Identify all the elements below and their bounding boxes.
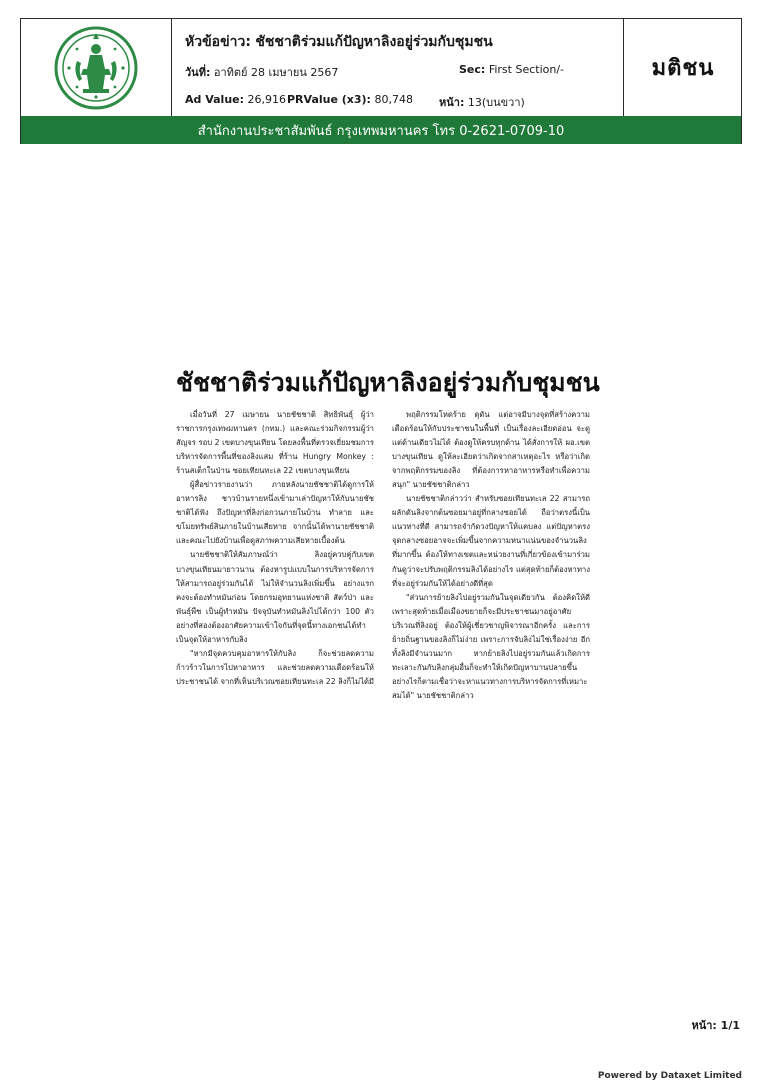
page-count: หน้า: 1/1: [691, 1019, 740, 1032]
clipping-header: [20, 18, 742, 144]
date-value: อาทิตย์ 28 เมษายน 2567: [213, 66, 339, 79]
article-paragraph: พฤติกรรมโหดร้าย ดุดัน แต่อาจมีบางจุดที่สร้างความเดือดร้อนให้กับประชาชนในพื้นที่ เป็นเรื่องละเอียดอ่อน จะดูแต่ด้านเดียวไม่ได้ ต้องดูให้ครบทุกด้าน ได้สั่งการให้ ผอ.เขตบางขุนเทียน ดูให้ละเอียดว่าเกิดจากสาเหตุอะไร หรือว่าเกิดจากพฤติกรรมของลิง ที่ต้องการหาอาหารหรือทำเพื่อความสนุก" นายชัชชาติกล่าว: [392, 410, 590, 490]
logo-cell: [21, 19, 172, 116]
sec-value: First Section/-: [488, 63, 565, 76]
headline-row: [185, 31, 493, 53]
article-paragraph: นายชัชชาติให้สัมภาษณ์ว่า ลิงอยู่ควบคู่กับเขตบางขุนเทียนมายาวนาน ต้องหารูปแบบในการบริหารจัดการให้สามารถอยู่ร่วมกันได้ ไม่ให้จำนวนลิงเพิ่มขึ้น อย่างแรกคงจะต้องทำหมันก่อน โดยกรมอุทยานแห่งชาติ สัตว์ป่า และพันธุ์พืช เป็นผู้ทำหมัน ปัจจุบันทำหมันลิงไปได้กว่า 100 ตัว อย่างที่สองต้องอาศัยความเข้าใจกันที่จุดนี้ทางเอกชนได้ทำเป็นจุดให้อาหารกับลิง: [176, 550, 374, 644]
article-paragraph: ผู้สื่อข่าวรายงานว่า ภายหลังนายชัชชาติได้ดูการให้อาหารลิง ชาวบ้านรายหนึ่งเข้ามาเล่าปัญหาให้กับนายชัชชาติได้ฟัง ถึงปัญหาที่ลิงก่อกวนภายในบ้าน ทำลาย และขโมยทรัพย์สินภายในบ้านเสียหาย จากนั้นได้พานายชัชชาติและคณะไปยังบ้านเพื่อดูสภาพความเสียหายเบื้องต้น: [176, 480, 374, 546]
article-body: [176, 408, 590, 703]
pr-value-label: PRValue (x3):: [287, 93, 371, 106]
title-label: หัวข้อข่าว:: [185, 34, 251, 50]
article-paragraph: เมื่อวันที่ 27 เมษายน นายชัชชาติ สิทธิพันธุ์ ผู้ว่าราชการกรุงเทพมหานคร (กทม.) และคณะร่วมกิจกรรมผู้ว่าสัญจร รอบ 2 เขตบางขุนเทียน โดยลงพื้นที่ตรวจเยี่ยมชมการบริหารจัดการพื้นที่ของลิงแสม ที่ร้าน Hungry Monkey : ร้านสเต็กในป่าน ซอยเทียนทะเล 22 เขตบางขุนเทียน: [176, 410, 374, 476]
sec-label: Sec:: [459, 63, 486, 76]
page-value: 13(บนขวา): [467, 96, 525, 109]
article-headline: ชัชชาติร่วมแก้ปัญหาลิงอยู่ร่วมกับชุมชน: [176, 368, 600, 397]
page-row: [439, 93, 525, 111]
news-title: ชัชชาติร่วมแก้ปัญหาลิงอยู่ร่วมกับชุมชน: [255, 34, 493, 50]
ad-value-row: [185, 93, 286, 106]
pr-value: 80,748: [374, 93, 413, 106]
clipping-info: [171, 19, 624, 116]
date-label: วันที่:: [185, 66, 211, 79]
article-paragraph: นายชัชชาติกล่าวว่า สำหรับซอยเทียนทะเล 22 สามารถผลักดันลิงจากต้นซอยมาอยู่ที่กลางซอยได้ ถือว่าตรงนี้เป็นแนวทางที่ดี สามารถจำกัดวงปัญหาให้แคบลง แต่ปัญหาตรงจุดกลางซอยอาจจะเพิ่มขึ้นจากความหนาแน่นของจำนวนลิงที่มากขึ้น ต้องให้ทางเขตและหน่วยงานที่เกี่ยวข้องเข้ามาร่วมกันดูว่าจะปรับพฤติกรรมลิงได้อย่างไร แต่สุดท้ายก็ต้องหาทางที่จะอยู่ร่วมกันให้ได้อย่างดีที่สุด: [392, 494, 590, 588]
page-label: หน้า:: [439, 96, 465, 109]
news-article: [176, 366, 600, 703]
section-row: [459, 63, 564, 76]
contact-bar-text: สำนักงานประชาสัมพันธ์ กรุงเทพมหานคร โทร 0-2621-0709-10: [197, 123, 565, 139]
article-column-right: [392, 408, 590, 703]
pr-value-row: [287, 93, 413, 106]
ad-value: 26,916: [247, 93, 287, 106]
article-column-left: [176, 408, 374, 703]
article-paragraph: "ส่วนการย้ายลิงไปอยู่รวมกันในจุดเดียวกัน ต้องคิดให้ดี เพราะสุดท้ายเมื่อเมืองขยายก็จะมีประชาชนมาอยู่อาศัยบริเวณที่ลิงอยู่ ต้องให้ผู้เชี่ยวชาญพิจารณาอีกครั้ง และการย้ายถิ่นฐานของลิงก็ไม่ง่าย เพราะการจับลิงไม่ใช่เรื่องง่าย อีกทั้งลิงมีจำนวนมาก หากย้ายลิงไปอยู่รวมกันแล้วเกิดการทะเลาะกันกับลิงกลุ่มอื่นก็จะทำให้เกิดปัญหาบานปลายขึ้น อย่างไรก็ตามเชื่อว่าจะหาแนวทางการบริหารจัดการที่เหมาะสมได้" นายชัชชาติกล่าว: [392, 592, 590, 700]
date-row: [185, 63, 338, 81]
ad-value-label: Ad Value:: [185, 93, 245, 106]
publication-cell: [623, 19, 743, 116]
powered-by: Powered by Dataxet Limited: [597, 1071, 742, 1081]
article-paragraph: "หากมีจุดควบคุมอาหารให้กับลิง ก็จะช่วยลดความก้าวร้าวในการไปหาอาหาร และช่วยลดความเดือดร้อนให้ประชาชนได้ จากที่เห็นบริเวณซอยเทียนทะเล 22 ลิงก็ไม่ได้มี: [176, 648, 375, 686]
publication-name: มติชน: [651, 56, 715, 81]
contact-bar: [21, 116, 741, 144]
bangkok-seal-icon: [53, 25, 139, 111]
